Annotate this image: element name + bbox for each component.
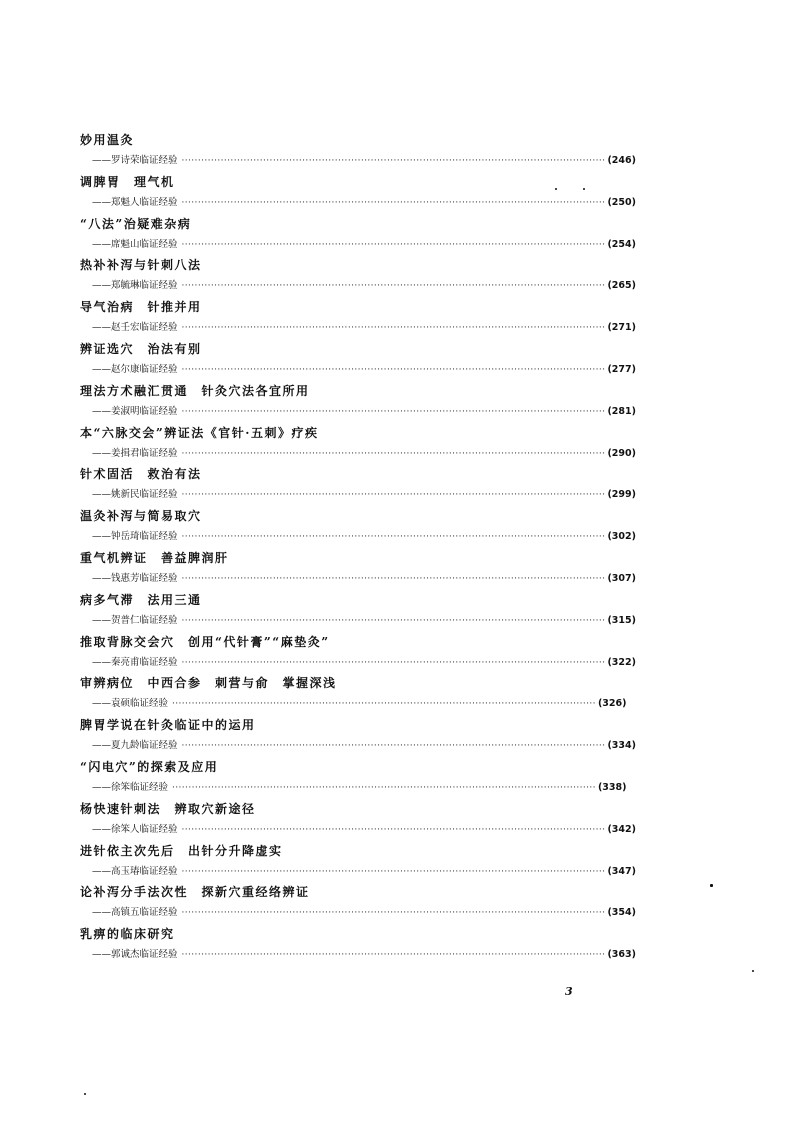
toc-entry-page: (363) — [607, 949, 636, 961]
toc-entry-author: ——钟岳琦临证经验 — [92, 531, 178, 543]
dot-leader: ·································································································································· — [181, 281, 606, 292]
toc-entry-line — [92, 276, 636, 296]
toc-entry — [80, 255, 636, 297]
toc-entry-page: (326) — [597, 698, 627, 710]
toc-entry-line — [92, 444, 636, 464]
toc-entry-page: (342) — [607, 823, 636, 835]
dot-leader: ·································································································································· — [181, 197, 606, 208]
toc-entry-line — [92, 945, 636, 965]
dot-leader: ·································································································································· — [172, 699, 596, 710]
toc-entry — [80, 841, 636, 883]
dot-leader: ·································································································································· — [181, 323, 606, 334]
scan-speck — [583, 188, 585, 190]
toc-entry — [80, 548, 636, 590]
toc-entry-author: ——秦亮甫临证经验 — [92, 656, 178, 668]
toc-entry-line — [92, 235, 636, 255]
toc-entry — [80, 757, 627, 799]
toc-entry-author: ——席魁山临证经验 — [92, 238, 178, 250]
toc-entry-author: ——贺普仁临证经验 — [92, 614, 178, 626]
toc-entry-line — [92, 318, 636, 338]
toc-entry — [80, 297, 636, 339]
dot-leader: ·································································································································· — [181, 824, 606, 835]
toc-entry-line — [92, 485, 636, 505]
toc-entry-author: ——徐笨人临证经验 — [92, 823, 178, 835]
toc-entry-author: ——高玉瑃临证经验 — [92, 865, 178, 877]
toc-entry-page: (277) — [607, 363, 636, 375]
dot-leader: ·································································································································· — [181, 573, 606, 584]
toc-entry-title: 推取背脉交会穴 创用“代针膏”“麻垫灸” — [80, 634, 330, 649]
toc-entry-line — [92, 820, 636, 840]
toc-entry-title: 妙用温灸 — [80, 133, 135, 147]
toc-entry — [80, 590, 636, 632]
toc-entry-line — [92, 736, 636, 756]
dot-leader: ·································································································································· — [181, 532, 606, 543]
dot-leader: ·································································································································· — [172, 782, 596, 793]
toc-entry-page: (307) — [607, 572, 636, 584]
toc-entry-line — [92, 527, 636, 547]
dot-leader: ·································································································································· — [181, 741, 606, 752]
toc-entry-title: 本“六脉交会”辨证法《官针·五刺》疗疾 — [80, 425, 319, 440]
toc-entry-title: 脾胃学说在针灸临证中的运用 — [80, 718, 256, 733]
dot-leader: ·································································································································· — [181, 866, 606, 877]
toc-entry-page: (338) — [597, 781, 627, 793]
toc-entry-page: (265) — [607, 280, 636, 292]
toc-entry-author: ——姜揖君临证经验 — [92, 447, 178, 459]
toc-entry — [80, 799, 636, 841]
toc-entry-author: ——赵尔康临证经验 — [92, 363, 178, 375]
toc-entry-title: 调脾胃 理气机 — [80, 174, 175, 189]
toc-entry-author: ——夏九龄临证经验 — [92, 740, 178, 752]
toc-entry-line — [92, 694, 627, 714]
toc-entry-title: 审辨病位 中西合参 刺营与俞 掌握深浅 — [80, 676, 337, 691]
toc-entry-author: ——钱惠芳临证经验 — [92, 572, 178, 584]
dot-leader: ·································································································································· — [181, 490, 606, 501]
toc-entry-page: (322) — [607, 656, 636, 668]
toc-entry-title: 进针依主次先后 出针分升降虚实 — [80, 843, 283, 858]
toc-entry-author: ——郭诚杰临证经验 — [92, 949, 178, 961]
toc-entry-line — [92, 402, 636, 422]
toc-entry-author: ——郑毓琳临证经验 — [92, 280, 178, 292]
toc-entry-page: (246) — [607, 155, 636, 166]
toc-entry — [80, 423, 636, 465]
toc-entry — [80, 673, 627, 715]
toc-entry-author: ——袁硕临证经验 — [92, 698, 169, 710]
toc-entry-line — [92, 193, 636, 213]
toc-entry-title: “闪电穴”的探索及应用 — [80, 759, 219, 774]
toc-entry-author: ——徐笨临证经验 — [92, 781, 169, 793]
toc-entry-page: (354) — [607, 907, 636, 919]
toc-entry — [80, 715, 636, 757]
toc-entry-page: (347) — [607, 865, 636, 877]
toc-entry-title: 杨快速针刺法 辨取穴新途径 — [80, 801, 256, 816]
toc-entry-page: (315) — [607, 614, 636, 626]
toc-entry-title: 重气机辨证 善益脾润肝 — [80, 550, 229, 565]
toc-entry — [80, 464, 636, 506]
dot-leader: ·································································································································· — [181, 908, 606, 919]
toc-entry-author: ——罗诗荣临证经验 — [92, 155, 178, 166]
toc-entry — [80, 632, 636, 674]
toc-entry-author: ——姜淑明临证经验 — [92, 405, 178, 417]
toc-entry-title: 导气治病 针推并用 — [80, 300, 202, 315]
toc-entry — [80, 924, 636, 966]
dot-leader: ·································································································································· — [181, 448, 606, 459]
toc-entry — [80, 506, 636, 548]
toc-entry-page: (299) — [607, 489, 636, 501]
dot-leader: ·································································································································· — [181, 615, 606, 626]
toc-entry-title: 理法方术融汇贯通 针灸穴法各宜所用 — [80, 383, 310, 398]
table-of-contents — [80, 130, 636, 966]
toc-entry — [80, 214, 636, 256]
dot-leader: ·································································································································· — [181, 657, 606, 668]
toc-entry-line — [92, 653, 636, 673]
toc-entry-author: ——郑魁人临证经验 — [92, 196, 178, 208]
toc-entry-line — [92, 360, 636, 380]
page-number: 3 — [565, 985, 573, 998]
toc-entry — [80, 172, 636, 214]
toc-entry-title: 乳痹的临床研究 — [80, 927, 175, 942]
dot-leader: ·································································································································· — [181, 239, 606, 250]
toc-entry-title: 温灸补泻与简易取穴 — [80, 509, 202, 524]
dot-leader: ·································································································································· — [181, 406, 606, 417]
toc-entry — [80, 882, 636, 924]
toc-entry-line — [92, 611, 636, 631]
toc-entry-page: (302) — [607, 531, 636, 543]
toc-entry-title: 病多气滞 法用三通 — [80, 592, 202, 607]
dot-leader: ·································································································································· — [181, 950, 606, 961]
toc-entry-page: (254) — [607, 238, 636, 250]
toc-entry-page: (250) — [607, 196, 636, 208]
toc-entry-line — [92, 862, 636, 882]
scan-speck — [84, 1093, 86, 1095]
dot-leader: ·································································································································· — [181, 156, 606, 166]
toc-entry-page: (290) — [607, 447, 636, 459]
toc-entry-line — [92, 903, 636, 923]
scan-speck — [752, 970, 754, 972]
toc-entry-author: ——姚新民临证经验 — [92, 489, 178, 501]
toc-entry-author: ——高镇五临证经验 — [92, 907, 178, 919]
toc-entry — [80, 339, 636, 381]
toc-entry-line — [92, 569, 636, 589]
toc-entry-title: 针术固活 救治有法 — [80, 467, 202, 482]
toc-entry-title: 热补补泻与针刺八法 — [80, 258, 202, 273]
toc-entry-page: (281) — [607, 405, 636, 417]
toc-entry — [80, 130, 636, 172]
toc-entry-page: (271) — [607, 322, 636, 334]
scan-speck — [555, 188, 557, 190]
toc-entry — [80, 381, 636, 423]
toc-entry-line — [92, 778, 627, 798]
toc-entry-title: 辨证选穴 治法有别 — [80, 341, 202, 356]
toc-entry-author: ——赵壬宏临证经验 — [92, 322, 178, 334]
toc-entry-title: “八法”治疑难杂病 — [80, 216, 192, 231]
toc-entry-line — [92, 151, 636, 171]
scan-speck — [710, 884, 713, 887]
dot-leader: ·································································································································· — [181, 364, 606, 375]
toc-entry-page: (334) — [607, 740, 636, 752]
toc-entry-title: 论补泻分手法次性 探新穴重经络辨证 — [80, 885, 310, 900]
